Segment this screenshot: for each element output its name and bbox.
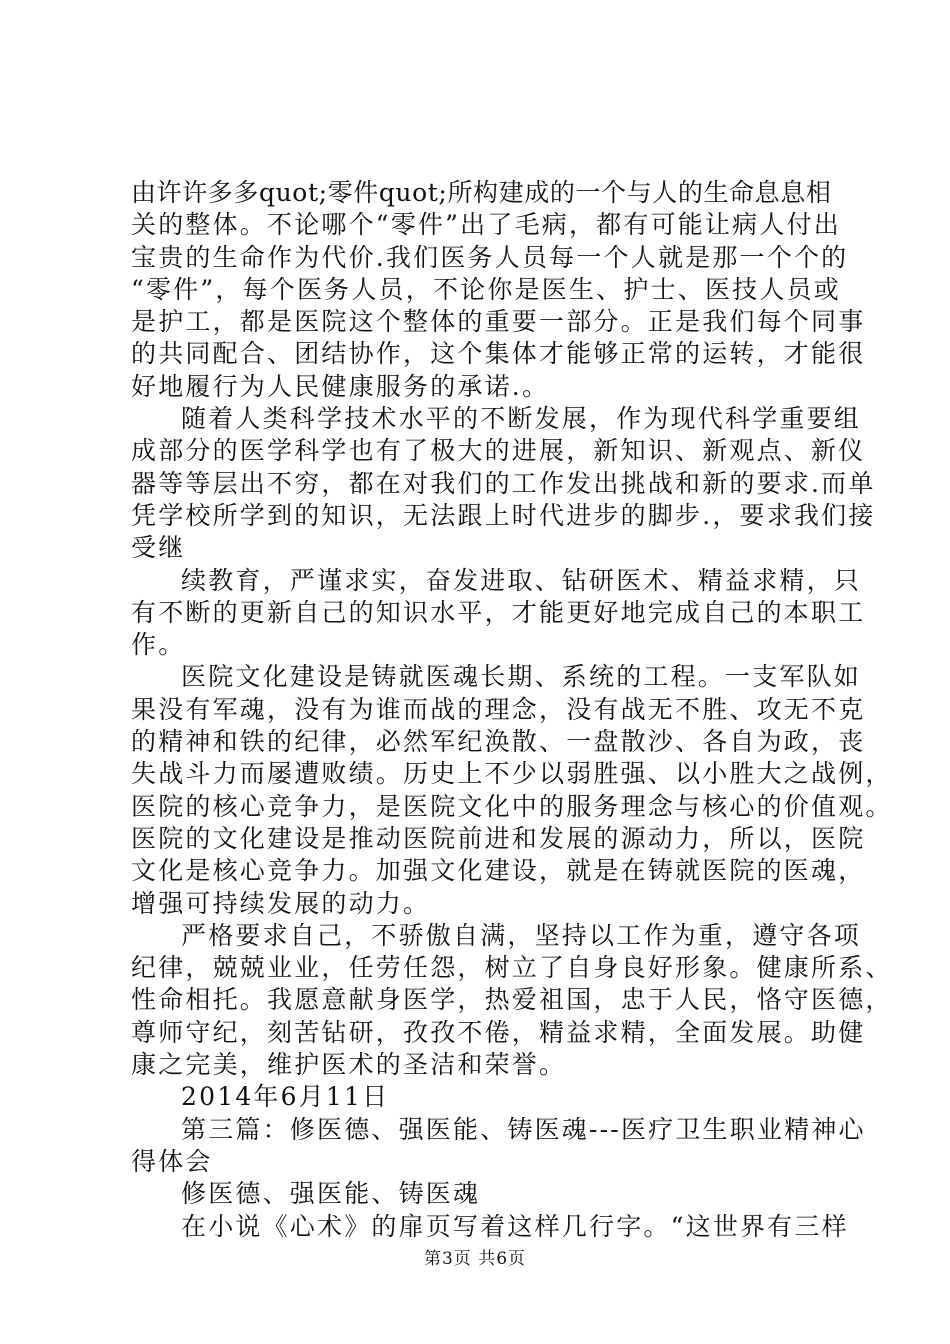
text-line: 随着人类科学技术水平的不断发展，作为现代科学重要组 xyxy=(181,404,862,434)
page-number-footer: 第3页 共6页 xyxy=(423,1249,527,1269)
text-line: 性命相托。我愿意献身医学，热爱祖国，忠于人民，恪守医德， xyxy=(131,985,893,1015)
paragraph xyxy=(131,177,866,403)
text-line: 受继 xyxy=(131,533,186,563)
text-line: 增强可持续发展的动力。 xyxy=(131,888,431,918)
text-line: 医院文化建设是铸就医魂长期、系统的工程。一支军队如 xyxy=(181,662,862,692)
text-line: 2014年6月11日 xyxy=(181,1082,390,1112)
text-line: 宝贵的生命作为代价.我们医务人员每一个人就是那一个个的 xyxy=(131,242,849,272)
text-line: 有不断的更新自己的知识水平，才能更好地完成自己的本职工 xyxy=(131,597,866,627)
text-line: 康之完美，维护医术的圣洁和荣誉。 xyxy=(131,1050,567,1080)
paragraph xyxy=(131,565,866,662)
text-line: 第三篇：修医德、强医能、铸医魂---医疗卫生职业精神心 xyxy=(181,1114,866,1144)
text-line: 的精神和铁的纪律，必然军纪涣散、一盘散沙、各自为政，丧 xyxy=(131,727,866,757)
text-line: “零件”，每个医务人员，不论你是医生、护士、医技人员或 xyxy=(131,274,841,304)
text-line: 是护工，都是医院这个整体的重要一部分。正是我们每个同事 xyxy=(131,307,866,337)
text-line: 器等等层出不穷，都在对我们的工作发出挑战和新的要求.而单 xyxy=(131,468,876,498)
text-line: 失战斗力而屡遭败绩。历史上不少以弱胜强、以小胜大之战例， xyxy=(131,759,893,789)
text-line: 修医德、强医能、铸医魂 xyxy=(181,1179,481,1209)
paragraph xyxy=(131,1178,831,1210)
text-line: 医院的核心竞争力，是医院文化中的服务理念与核心的价值观。 xyxy=(131,791,893,821)
text-line: 关的整体。不论哪个“零件”出了毛病，都有可能让病人付出 xyxy=(131,210,841,240)
paragraph xyxy=(131,920,893,1081)
text-line: 果没有军魂，没有为谁而战的理念，没有战无不胜、攻无不克 xyxy=(131,694,866,724)
text-line: 的共同配合、团结协作，这个集体才能够正常的运转，才能很 xyxy=(131,339,866,369)
text-line: 严格要求自己，不骄傲自满，坚持以工作为重，遵守各项 xyxy=(181,920,862,950)
paragraph xyxy=(131,661,893,919)
text-line: 好地履行为人民健康服务的承诺.。 xyxy=(131,371,550,401)
paragraph xyxy=(131,1211,849,1243)
text-line: 医院的文化建设是推动医院前进和发展的源动力，所以，医院 xyxy=(131,823,866,853)
paragraph xyxy=(131,1114,866,1179)
text-line: 成部分的医学科学也有了极大的进展，新知识、新观点、新仪 xyxy=(131,436,866,466)
text-line: 凭学校所学到的知识，无法跟上时代进步的脚步.，要求我们接 xyxy=(131,500,876,530)
text-line: 续教育，严谨求实，奋发进取、钻研医术、精益求精，只 xyxy=(181,565,862,595)
paragraph xyxy=(131,403,876,564)
text-line: 由许许多多quot;零件quot;所构建成的一个与人的生命息息相 xyxy=(131,178,832,207)
document-body xyxy=(131,177,893,1243)
text-line: 在小说《心术》的扉页写着这样几行字。“这世界有三样 xyxy=(181,1211,849,1241)
text-line: 尊师守纪，刻苦钻研，孜孜不倦，精益求精，全面发展。助健 xyxy=(131,1017,866,1047)
text-line: 作。 xyxy=(131,630,186,660)
text-line: 得体会 xyxy=(131,1146,213,1176)
text-line: 纪律，兢兢业业，任劳任怨，树立了自身良好形象。健康所系、 xyxy=(131,953,893,983)
text-line: 文化是核心竞争力。加强文化建设，就是在铸就医院的医魂， xyxy=(131,856,866,886)
paragraph xyxy=(131,1081,831,1113)
